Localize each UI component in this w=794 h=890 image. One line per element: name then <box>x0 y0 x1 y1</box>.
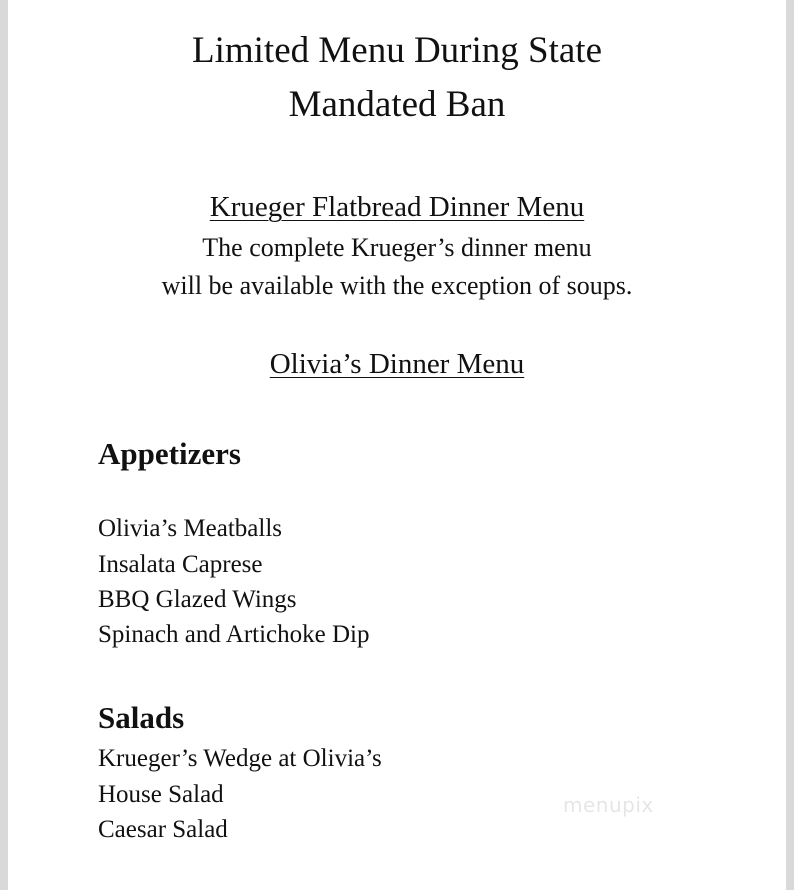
menu-page <box>8 0 786 890</box>
appetizer-item: Olivia’s Meatballs <box>98 515 282 542</box>
salads-heading: Salads <box>98 700 185 735</box>
appetizers-heading: Appetizers <box>98 436 241 471</box>
menupix-watermark: menupix <box>563 793 654 817</box>
salad-item: Caesar Salad <box>98 816 228 843</box>
krueger-menu-heading: Krueger Flatbread Dinner Menu <box>209 191 585 223</box>
olivia-menu-heading: Olivia’s Dinner Menu <box>269 348 525 380</box>
appetizer-item: BBQ Glazed Wings <box>98 586 297 613</box>
appetizer-item: Insalata Caprese <box>98 551 263 578</box>
appetizer-item: Spinach and Artichoke Dip <box>98 621 370 648</box>
page-title-line-1: Limited Menu During State <box>191 30 603 71</box>
salad-item: House Salad <box>98 781 224 808</box>
krueger-menu-description-line-2: will be available with the exception of soups. <box>161 271 633 300</box>
krueger-menu-description-line-1: The complete Krueger’s dinner menu <box>202 233 592 262</box>
page-title-line-2: Mandated Ban <box>288 84 506 125</box>
salad-item: Krueger’s Wedge at Olivia’s <box>98 745 382 772</box>
